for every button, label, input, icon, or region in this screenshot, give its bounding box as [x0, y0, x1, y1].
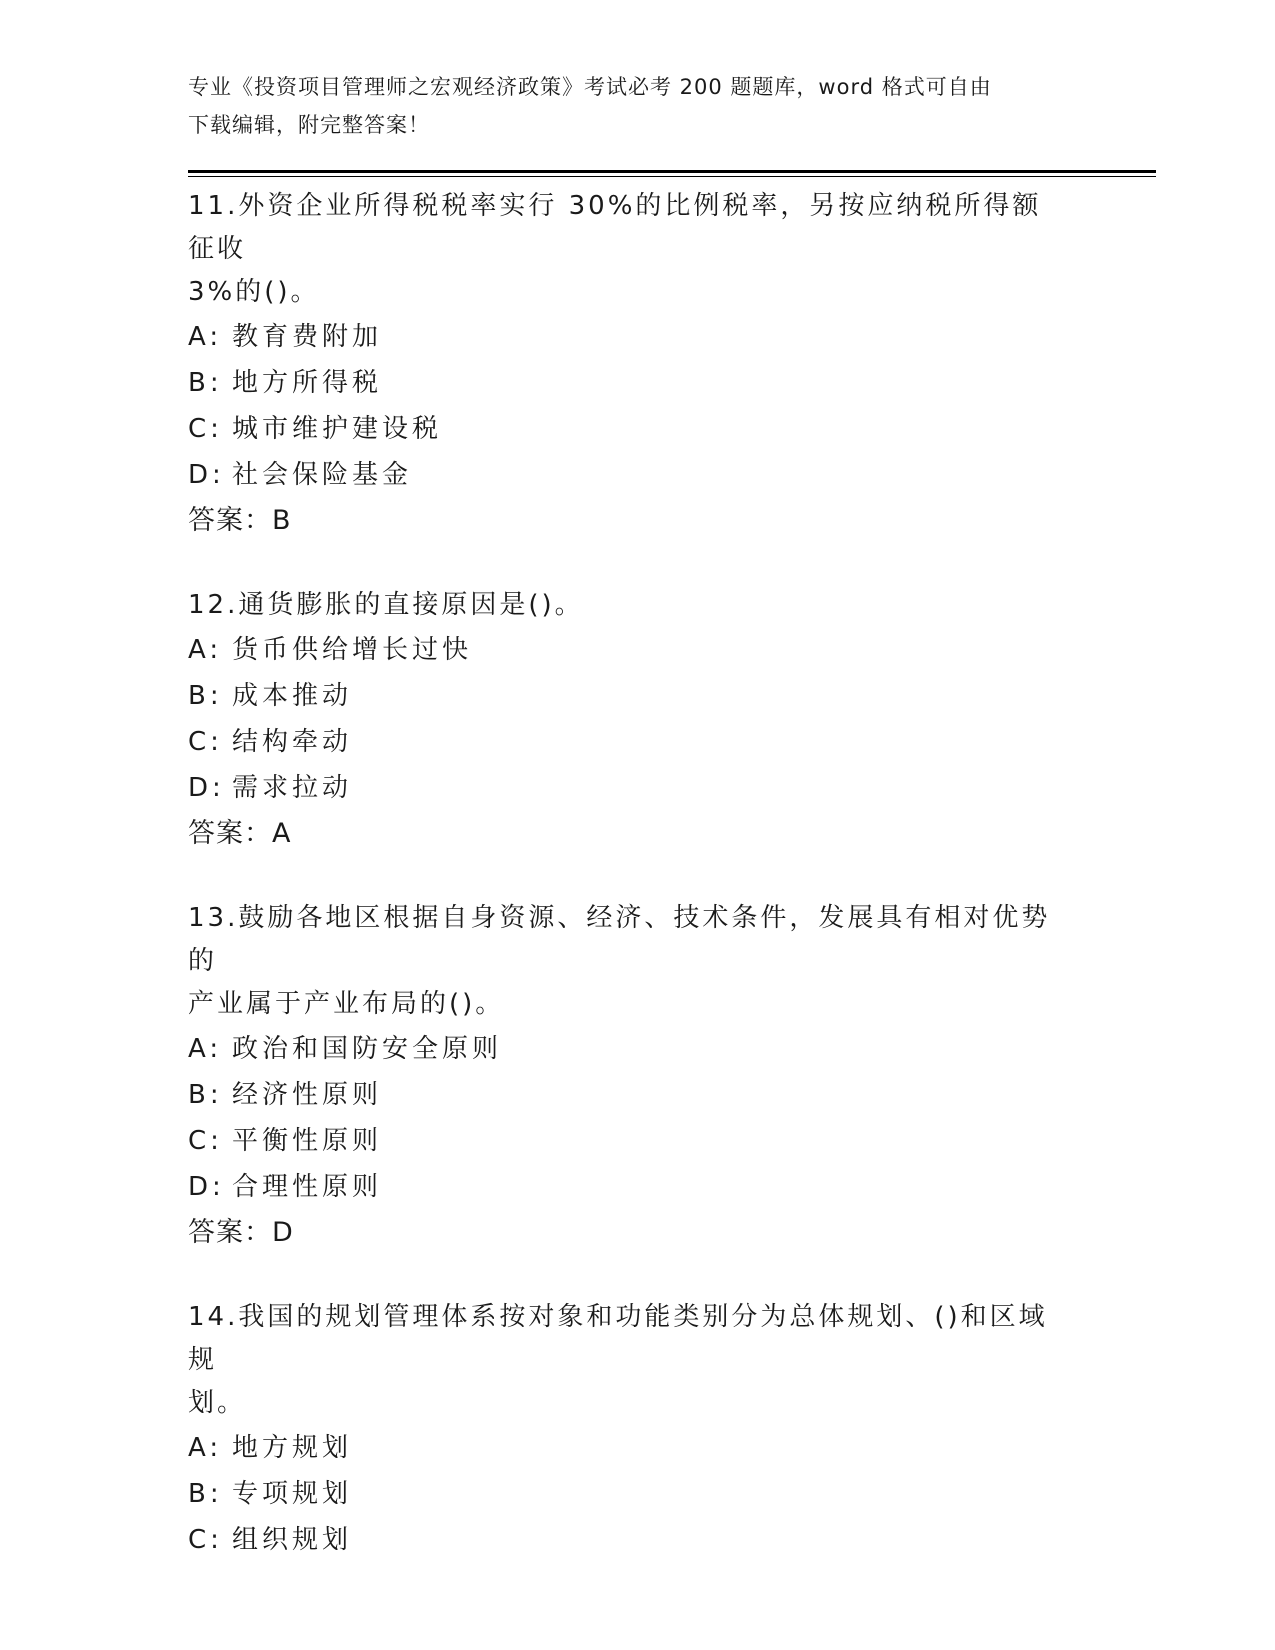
- question-13: [188, 897, 1088, 1256]
- stem-line: 13.鼓励各地区根据自身资源、经济、技术条件，发展具有相对优势的: [188, 903, 1051, 976]
- question-12: [188, 584, 1088, 857]
- stem-line: 12.通货膨胀的直接原因是()。: [188, 590, 584, 620]
- option-text: 货币供给增长过快: [232, 635, 473, 665]
- document-page: [188, 68, 1088, 1563]
- stem-line: 11.外资企业所得税税率实行 30%的比例税率，另按应纳税所得额征收: [188, 191, 1042, 264]
- option-text: 城市维护建设税: [232, 414, 443, 444]
- option-key: A:: [188, 1034, 223, 1064]
- option-text: 需求拉动: [232, 773, 353, 803]
- option-key: D:: [188, 460, 225, 490]
- option-text: 专项规划: [232, 1479, 353, 1509]
- option-b: [188, 1072, 1088, 1118]
- option-d: [188, 452, 1088, 498]
- option-a: [188, 314, 1088, 360]
- option-text: 经济性原则: [232, 1080, 383, 1110]
- option-key: B:: [188, 1080, 223, 1110]
- option-b: [188, 673, 1088, 719]
- option-c: [188, 1517, 1088, 1563]
- question-14: [188, 1296, 1088, 1563]
- option-a: [188, 1026, 1088, 1072]
- stem-line: 14.我国的规划管理体系按对象和功能类别分为总体规划、()和区域规: [188, 1302, 1048, 1375]
- option-c: [188, 1118, 1088, 1164]
- option-key: C:: [188, 1525, 223, 1555]
- option-c: [188, 719, 1088, 765]
- document-header: [188, 68, 1088, 144]
- option-key: B:: [188, 368, 223, 398]
- answer-line: 答案：A: [188, 818, 292, 849]
- option-text: 地方所得税: [232, 368, 383, 398]
- stem-line: 3%的()。: [188, 277, 320, 307]
- option-text: 平衡性原则: [232, 1126, 383, 1156]
- question-stem: [188, 1296, 1068, 1425]
- option-b: [188, 360, 1088, 406]
- option-b: [188, 1471, 1088, 1517]
- option-text: 组织规划: [232, 1525, 353, 1555]
- answer-line: 答案：D: [188, 1217, 294, 1248]
- option-d: [188, 1164, 1088, 1210]
- header-divider: [188, 170, 1156, 177]
- option-key: C:: [188, 727, 223, 757]
- option-text: 社会保险基金: [232, 460, 413, 490]
- option-a: [188, 627, 1088, 673]
- option-key: A:: [188, 322, 223, 352]
- question-stem: [188, 185, 1068, 314]
- option-text: 教育费附加: [232, 322, 383, 352]
- header-line-1: 专业《投资项目管理师之宏观经济政策》考试必考 200 题题库，word 格式可自由: [188, 75, 992, 99]
- question-11: [188, 185, 1088, 544]
- option-key: D:: [188, 773, 225, 803]
- option-key: C:: [188, 414, 223, 444]
- header-line-2: 下载编辑，附完整答案！: [188, 113, 430, 137]
- option-text: 成本推动: [232, 681, 353, 711]
- option-text: 政治和国防安全原则: [232, 1034, 503, 1064]
- option-key: D:: [188, 1172, 225, 1202]
- option-key: A:: [188, 635, 223, 665]
- option-key: C:: [188, 1126, 223, 1156]
- option-key: A:: [188, 1433, 223, 1463]
- option-text: 地方规划: [232, 1433, 353, 1463]
- option-d: [188, 765, 1088, 811]
- option-a: [188, 1425, 1088, 1471]
- option-key: B:: [188, 1479, 223, 1509]
- option-text: 合理性原则: [232, 1172, 383, 1202]
- option-key: B:: [188, 681, 223, 711]
- answer-line: 答案：B: [188, 505, 292, 536]
- option-text: 结构牵动: [232, 727, 353, 757]
- question-stem: [188, 897, 1068, 1026]
- question-stem: [188, 584, 1068, 627]
- stem-line: 划。: [188, 1388, 247, 1418]
- option-c: [188, 406, 1088, 452]
- stem-line: 产业属于产业布局的()。: [188, 989, 505, 1019]
